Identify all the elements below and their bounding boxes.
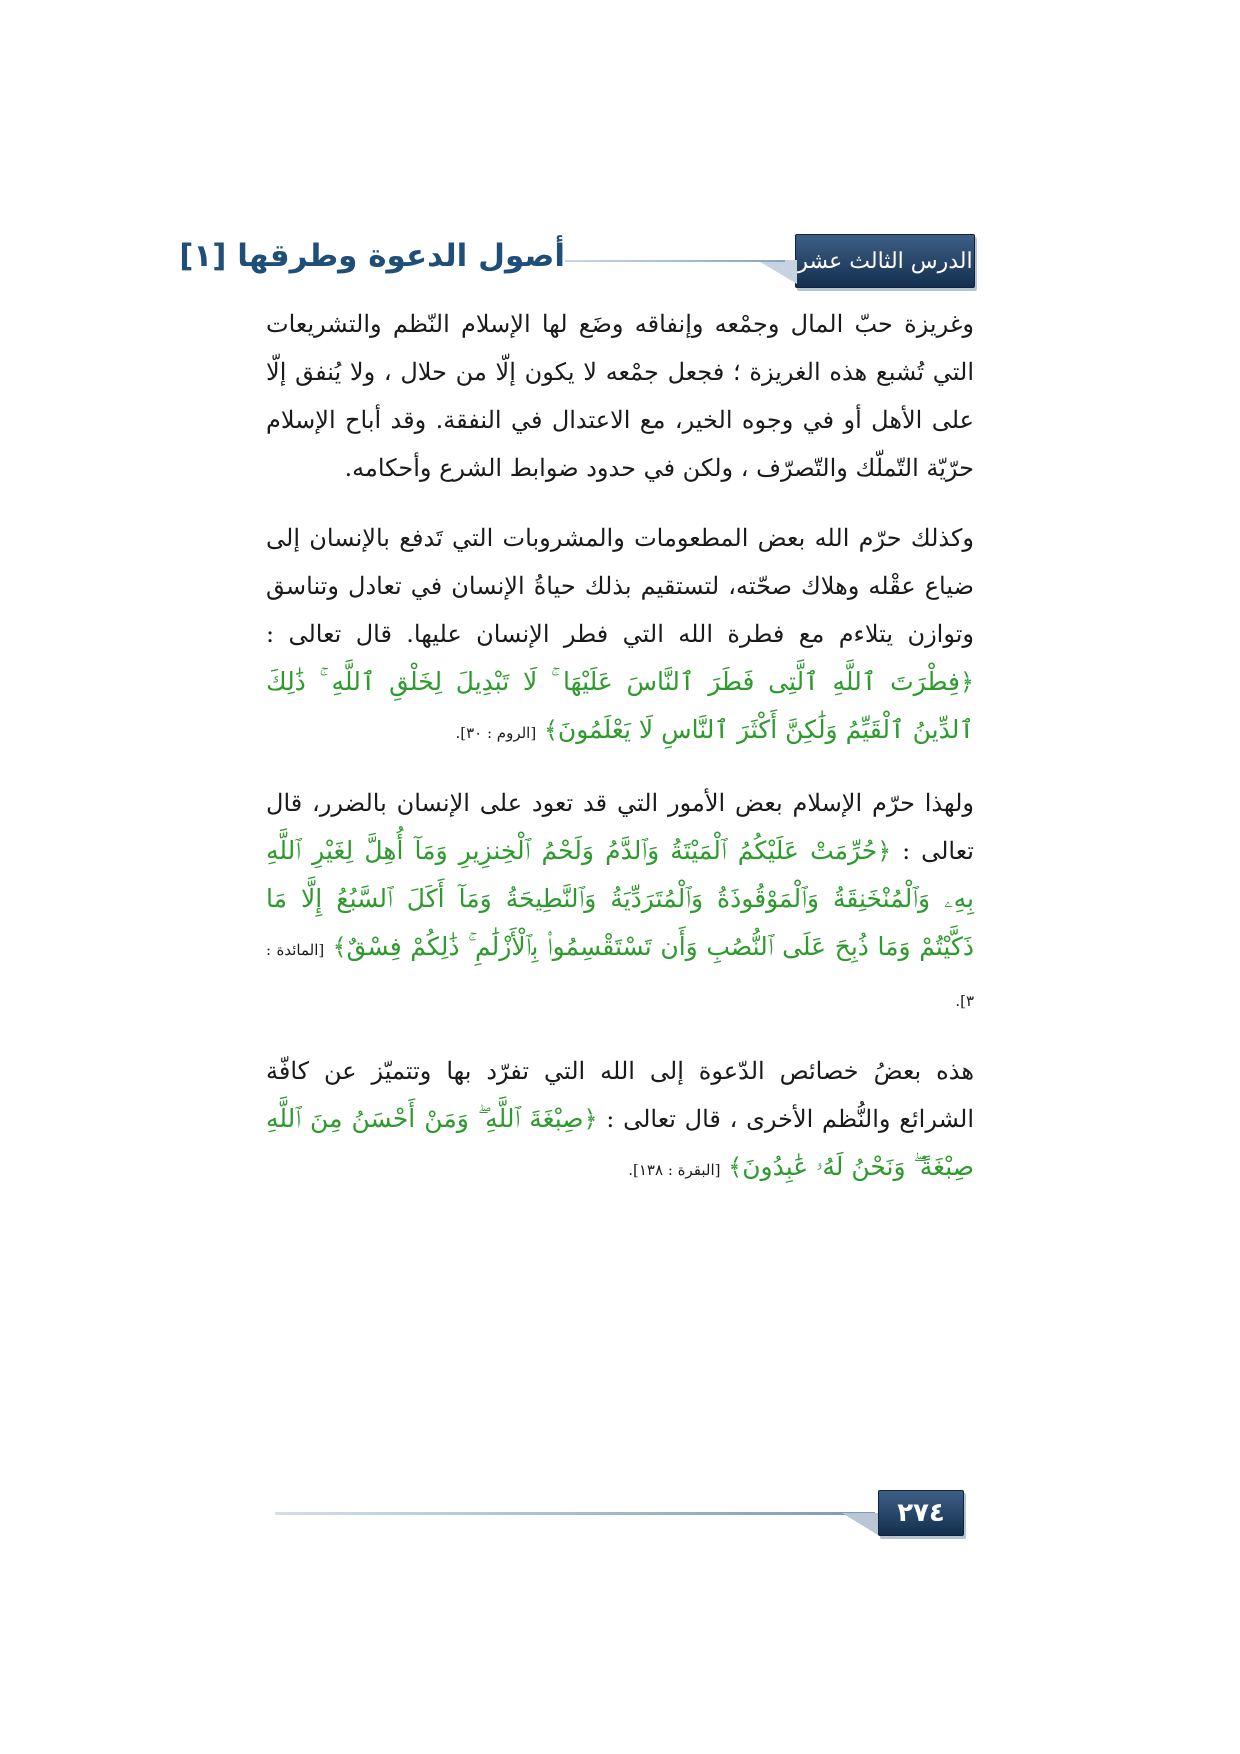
quran-close-bracket: ﴾ (332, 933, 347, 961)
page-number: ٢٧٤ (878, 1490, 964, 1536)
quran-open-bracket: ﴿ (583, 1105, 598, 1133)
badge-tail-decoration (757, 260, 797, 284)
lesson-label: الدرس الثالث عشر (797, 248, 973, 274)
quran-verse-rum: فِطْرَتَ ٱللَّهِ ٱلَّتِى فَطَرَ ٱلنَّاسَ عَلَيْهَا ۚ لَا تَبْدِيلَ لِخَلْقِ ٱللَّهِ ۚ ذَٰلِكَ ٱلدِّينُ ٱلْقَيِّمُ وَلَٰكِنَّ أَكْثَرَ ٱلنَّاسِ لَا يَعْلَمُونَ (266, 667, 974, 744)
quran-open-bracket: ﴿ (877, 837, 892, 865)
quran-close-bracket: ﴾ (543, 716, 558, 744)
quran-close-bracket: ﴾ (728, 1153, 743, 1181)
paragraph-4 (266, 1047, 974, 1194)
paragraph-4-text: هذه بعضُ خصائص الدّعوة إلى الله التي تفرّد بها وتتميّز عن كافّة الشرائع والنُّظم الأخرى ، قال تعالى : (266, 1057, 974, 1133)
quran-open-bracket: ﴿ (959, 668, 974, 696)
page-header (179, 234, 975, 290)
book-title: أصول الدعوة وطرقها [١] (179, 238, 565, 274)
lesson-badge (795, 234, 975, 288)
paragraph-3-text: ولهذا حرّم الإسلام بعض الأمور التي قد تعود على الإنسان بالضرر، قال تعالى : (266, 789, 974, 865)
paragraph-1: وغريزة حبّ المال وجمْعه وإنفاقه وضَع لها الإسلام النّظم والتشريعات التي تُشبع هذه الغريزة ؛ فجعل جمْعه لا يكون إلّا من حلال ، ولا يُنفق إلّا على الأهل أو في وجوه الخير، مع الاعتدال في النفقة. وقد أباح الإسلام حرّيّة التّملّك والتّصرّف ، ولكن في حدود ضوابط الشرع وأحكامه. (266, 310, 974, 482)
quran-verse-maidah: حُرِّمَتْ عَلَيْكُمُ ٱلْمَيْتَةُ وَٱلدَّمُ وَلَحْمُ ٱلْخِنزِيرِ وَمَآ أُهِلَّ لِغَيْرِ ٱللَّهِ بِهِۦ وَٱلْمُنْخَنِقَةُ وَٱلْمَوْقُوذَةُ وَٱلْمُتَرَدِّيَةُ وَٱلنَّطِيحَةُ وَمَآ أَكَلَ ٱلسَّبُعُ إِلَّا مَا ذَكَّيْتُمْ وَمَا ذُبِحَ عَلَى ٱلنُّصُبِ وَأَن تَسْتَقْسِمُوا۟ بِٱلْأَزْلَٰمِ ۚ ذَٰلِكُمْ فِسْقٌ (266, 836, 974, 961)
footer-divider-line (275, 1512, 875, 1515)
verse-reference-rum: [الروم : ٣٠]. (455, 724, 537, 742)
paragraph-2 (266, 514, 974, 757)
verse-reference-maidah: [المائدة : ٣]. (266, 941, 974, 1010)
page-content (266, 300, 974, 1216)
paragraph-2-text: وكذلك حرّم الله بعض المطعومات والمشروبات التي تَدفع بالإنسان إلى ضياع عقْله وهلاك صحّته، لتستقيم بذلك حياةُ الإنسان في تعادل وتناسق وتوازن يتلاءم مع فطرة الله التي فطر الإنسان عليها. قال تعالى : (266, 524, 974, 648)
paragraph-3 (266, 779, 974, 1025)
quran-verse-baqarah: صِبْغَةَ ٱللَّهِ ۖ وَمَنْ أَحْسَنُ مِنَ ٱللَّهِ صِبْغَةً ۖ وَنَحْنُ لَهُۥ عَٰبِدُونَ (266, 1104, 974, 1181)
footer-tail-decoration (842, 1513, 878, 1535)
header-divider-line (565, 260, 785, 262)
verse-reference-baqarah: [البقرة : ١٣٨]. (628, 1161, 721, 1179)
